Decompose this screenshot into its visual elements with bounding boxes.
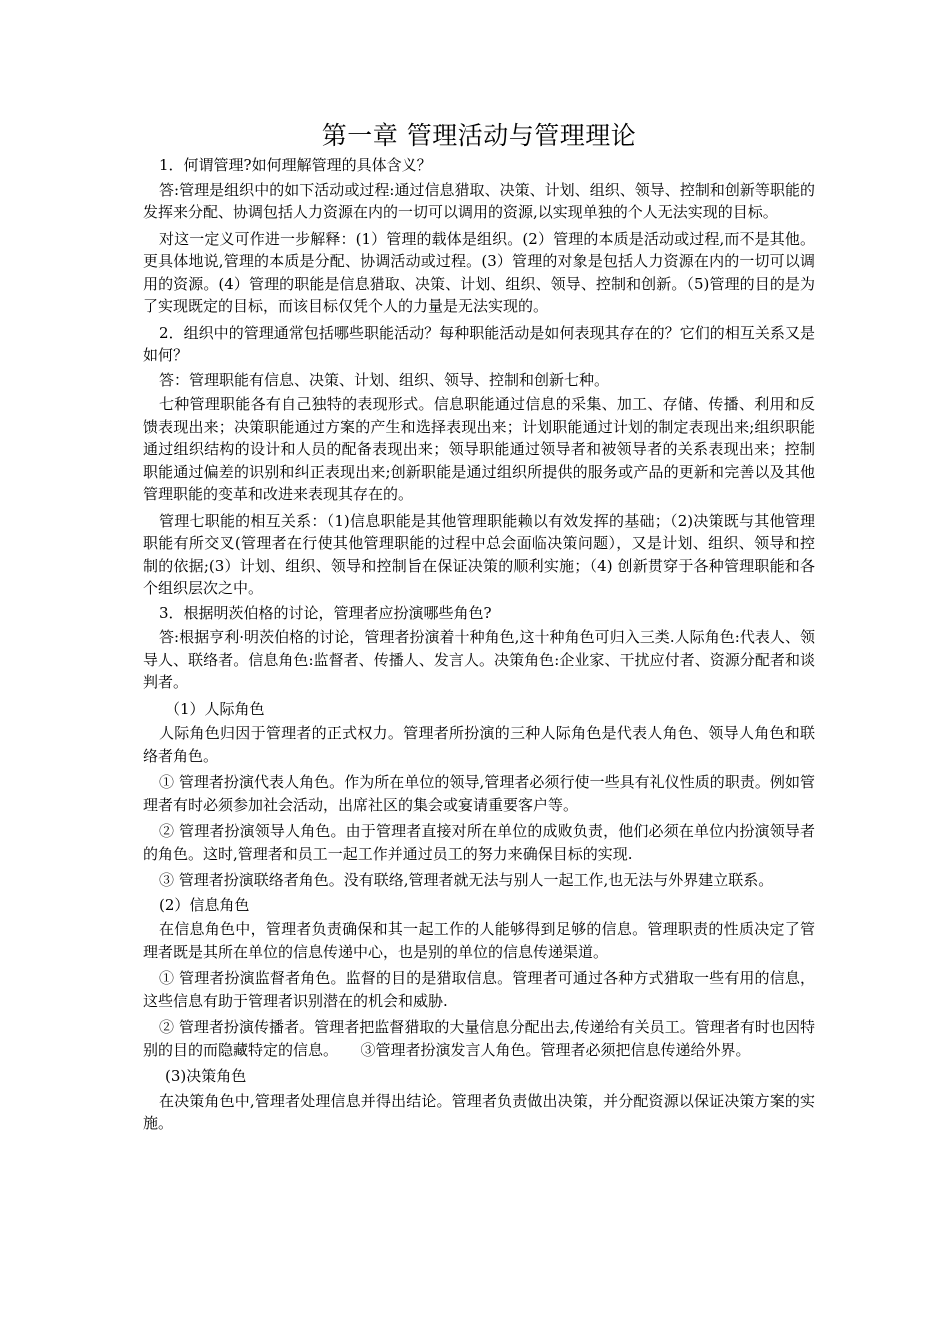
decisional-roles-intro: 在决策角色中,管理者处理信息并得出结论。管理者负责做出决策，并分配资源以保证决策方案的实施。 [143,1091,815,1132]
role-monitor: ① 管理者扮演监督者角色。监督的目的是猎取信息。管理者可通过各种方式猎取一些有用的信息，这些信息有助于管理者识别潜在的机会和威胁. [143,969,815,1010]
document-page [143,118,815,1135]
answer-2-functions: 答：管理职能有信息、决策、计划、组织、领导、控制和创新七种。 [159,370,610,389]
answer-1-explanation: 对这一定义可作进一步解释：(1）管理的载体是组织。(2）管理的本质是活动或过程,而不是其他。更具体地说,管理的本质是分配、协调活动或过程。(3）管理的对象是包括人力资源在内的一切可以调用的资源。(4）管理的职能是信息猎取、决策、计划、组织、领导、控制和创新。（5)管理的目的是为了实现既定的目标，而该目标仅凭个人的力量是无法实现的。 [143,229,815,315]
section-informational-roles: (2）信息角色 [159,895,250,914]
role-disseminator-spokesperson: ② 管理者扮演传播者。管理者把监督猎取的大量信息分配出去,传递给有关员工。管理者有时也因特别的目的而隐藏特定的信息。 ③管理者扮演发言人角色。管理者必须把信息传递给外界。 [143,1018,815,1059]
question-2: 2．组织中的管理通常包括哪些职能活动？每种职能活动是如何表现其存在的？它们的相互关系又是如何？ [143,323,815,364]
role-figurehead: ① 管理者扮演代表人角色。作为所在单位的领导,管理者必须行使一些具有礼仪性质的职责。例如管理者有时必须参加社会活动，出席社区的集会或宴请重要客户等。 [143,773,815,814]
interpersonal-roles-intro: 人际角色归因于管理者的正式权力。管理者所扮演的三种人际角色是代表人角色、领导人角色和联络者角色。 [143,724,815,765]
chapter-title: 第一章 管理活动与管理理论 [321,121,637,150]
role-leader: ② 管理者扮演领导人角色。由于管理者直接对所在单位的成败负责，他们必须在单位内扮演领导者的角色。这时,管理者和员工一起工作并通过员工的努力来确保目标的实现. [143,822,815,863]
section-decisional-roles: (3)决策角色 [165,1067,247,1085]
answer-3-summary: 答:根据亨利·明茨伯格的讨论，管理者扮演着十种角色,这十种角色可归入三类.人际角色:代表人、领导人、联络者。信息角色:监督者、传播人、发言人。决策角色:企业家、干扰应付者、资源分配者和谈判者。 [143,628,815,691]
role-liaison: ③ 管理者扮演联络者角色。没有联络,管理者就无法与别人一起工作,也无法与外界建立联系。 [159,871,774,889]
answer-2-relations: 管理七职能的相互关系：（1)信息职能是其他管理职能赖以有效发挥的基础；（2)决策既与其他管理职能有所交叉(管理者在行使其他管理职能的过程中总会面临决策问题），又是计划、组织、领导和控制的依据;(3）计划、组织、领导和控制旨在保证决策的顺利实施；（4) 创新贯穿于各种管理职能和各个组织层次之中。 [143,511,815,597]
informational-roles-intro: 在信息角色中，管理者负责确保和其一起工作的人能够得到足够的信息。管理职责的性质决定了管理者既是其所在单位的信息传递中心，也是别的单位的信息传递渠道。 [143,920,815,961]
question-1: 1．何谓管理?如何理解管理的具体含义？ [159,156,432,174]
question-3: 3．根据明茨伯格的讨论，管理者应扮演哪些角色? [159,603,492,622]
section-interpersonal-roles: （1）人际角色 [165,699,265,718]
answer-1-definition: 答:管理是组织中的如下活动或过程:通过信息猎取、决策、计划、组织、领导、控制和创新等职能的发挥来分配、协调包括人力资源在内的一切可以调用的资源,以实现单独的个人无法实现的目标。 [143,180,815,221]
answer-2-forms: 七种管理职能各有自己独特的表现形式。信息职能通过信息的采集、加工、存储、传播、利用和反馈表现出来；决策职能通过方案的产生和选择表现出来；计划职能通过计划的制定表现出来;组织职能通过组织结构的设计和人员的配备表现出来；领导职能通过领导者和被领导者的关系表现出来；控制职能通过偏差的识别和纠正表现出来;创新职能是通过组织所提供的服务或产品的更新和完善以及其他管理职能的变革和改进来表现其存在的。 [143,395,815,503]
